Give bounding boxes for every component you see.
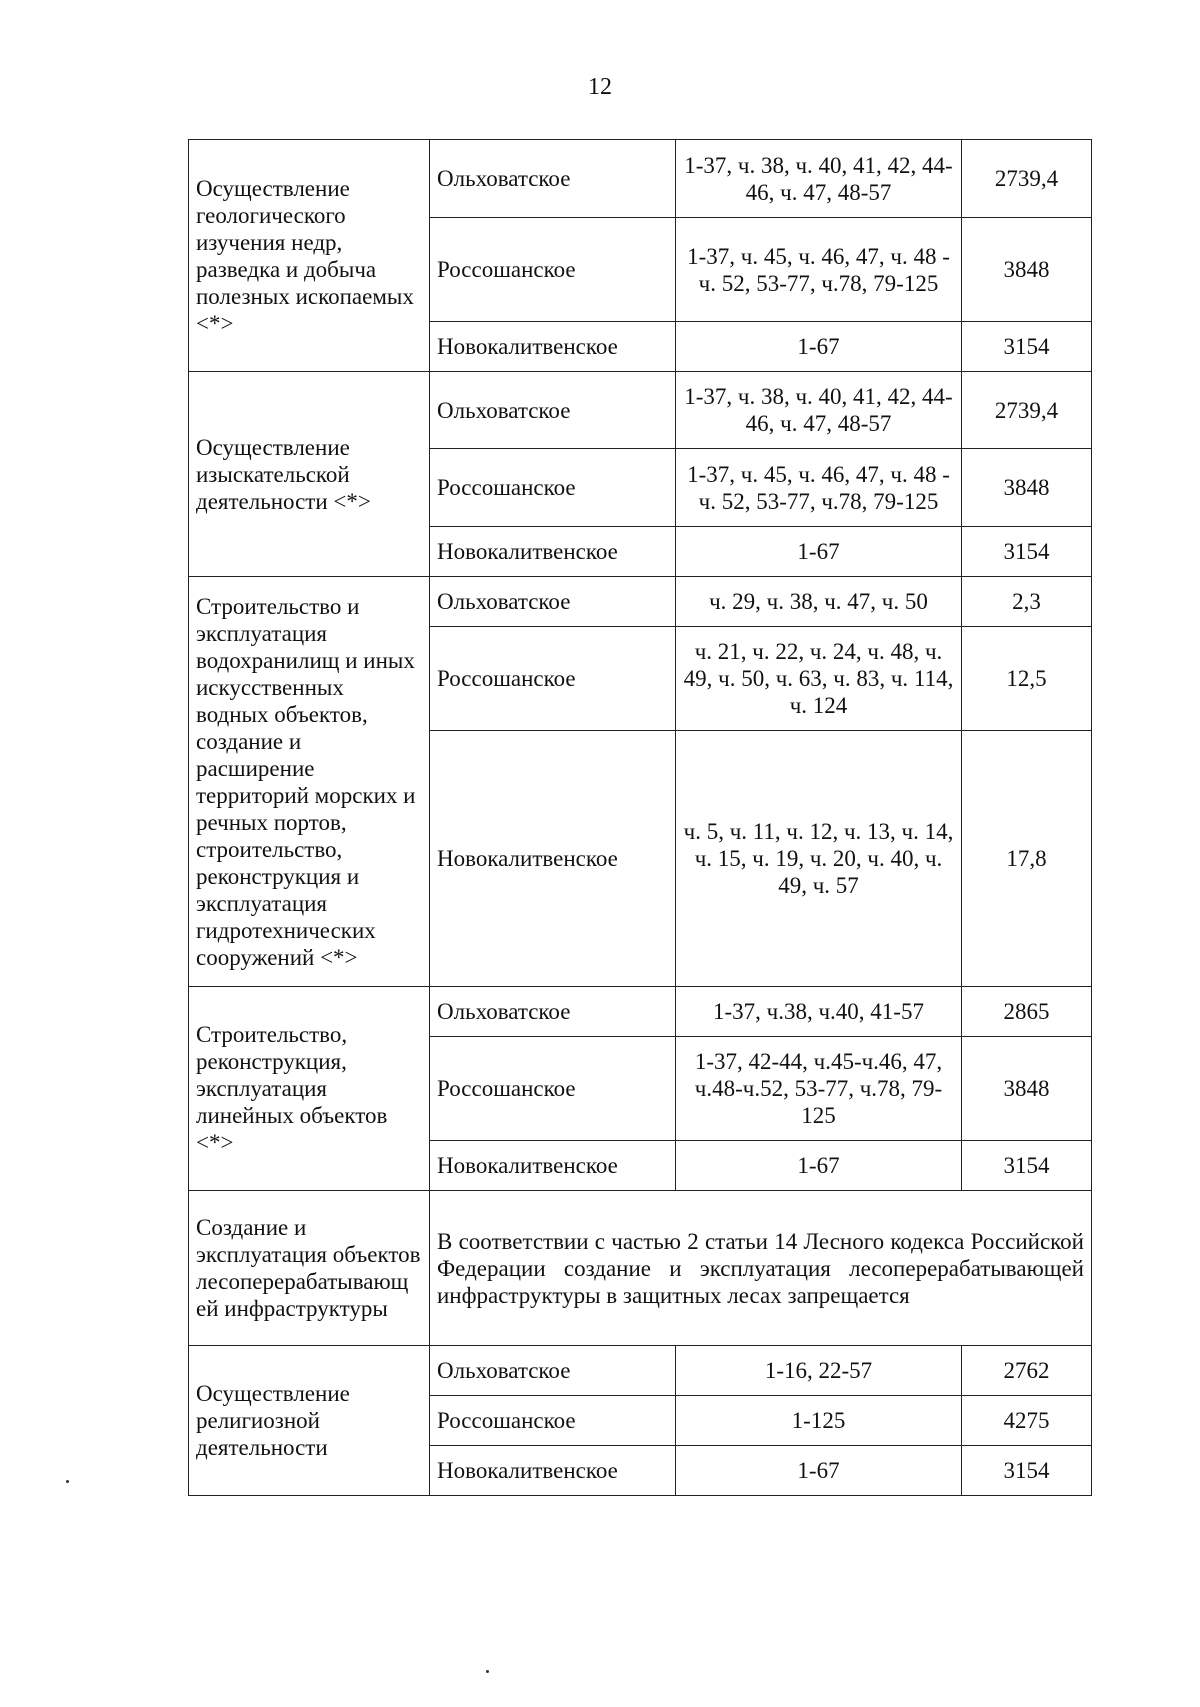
quarters-cell: 1-125 xyxy=(676,1396,962,1446)
quarters-cell: 1-37, ч.38, ч.40, 41-57 xyxy=(676,987,962,1037)
area-cell: 2739,4 xyxy=(962,140,1092,218)
area-cell: 12,5 xyxy=(962,627,1092,731)
area-cell: 2,3 xyxy=(962,577,1092,627)
area-cell: 3154 xyxy=(962,1446,1092,1496)
activity-cell: Осуществление религиозной деятельности xyxy=(189,1346,430,1496)
quarters-cell: 1-67 xyxy=(676,527,962,577)
area-cell: 3154 xyxy=(962,1141,1092,1191)
quarters-cell: 1-67 xyxy=(676,322,962,372)
table-row xyxy=(189,1346,1092,1396)
area-cell: 4275 xyxy=(962,1396,1092,1446)
area-cell: 3848 xyxy=(962,218,1092,322)
note-cell: В соответствии с частью 2 статьи 14 Лесного кодекса Российской Федерации создание и эксплуатация лесоперерабатывающей инфраструктуры в защитных лесах запрещается xyxy=(430,1191,1092,1346)
area-cell: 3848 xyxy=(962,449,1092,527)
land-use-table xyxy=(188,139,1092,1496)
quarters-cell: 1-37, ч. 38, ч. 40, 41, 42, 44-46, ч. 47, 48-57 xyxy=(676,140,962,218)
area-cell: 2762 xyxy=(962,1346,1092,1396)
table-row xyxy=(189,372,1092,449)
quarters-cell: 1-37, ч. 45, ч. 46, 47, ч. 48 - ч. 52, 53-77, ч.78, 79-125 xyxy=(676,218,962,322)
forestry-cell: Новокалитвенское xyxy=(430,527,676,577)
area-cell: 3848 xyxy=(962,1037,1092,1141)
activity-cell: Осуществление изыскательской деятельности <*> xyxy=(189,372,430,577)
area-cell: 3154 xyxy=(962,527,1092,577)
area-cell: 17,8 xyxy=(962,731,1092,987)
forestry-cell: Россошанское xyxy=(430,1396,676,1446)
forestry-cell: Россошанское xyxy=(430,218,676,322)
quarters-cell: ч. 5, ч. 11, ч. 12, ч. 13, ч. 14, ч. 15, ч. 19, ч. 20, ч. 40, ч. 49, ч. 57 xyxy=(676,731,962,987)
quarters-cell: ч. 21, ч. 22, ч. 24, ч. 48, ч. 49, ч. 50, ч. 63, ч. 83, ч. 114, ч. 124 xyxy=(676,627,962,731)
scan-speck xyxy=(486,1670,489,1673)
forestry-cell: Ольховатское xyxy=(430,140,676,218)
forestry-cell: Россошанское xyxy=(430,449,676,527)
quarters-cell: ч. 29, ч. 38, ч. 47, ч. 50 xyxy=(676,577,962,627)
forestry-cell: Россошанское xyxy=(430,1037,676,1141)
activity-cell: Строительство, реконструкция, эксплуатация линейных объектов <*> xyxy=(189,987,430,1191)
table-row xyxy=(189,987,1092,1037)
table-row xyxy=(189,140,1092,218)
forestry-cell: Новокалитвенское xyxy=(430,1141,676,1191)
activity-cell: Строительство и эксплуатация водохранилищ и иных искусственных водных объектов, создание и расширение территорий морских и речных портов, строительство, реконструкция и эксплуатация гидротехнических сооружений <*> xyxy=(189,577,430,987)
quarters-cell: 1-16, 22-57 xyxy=(676,1346,962,1396)
area-cell: 2739,4 xyxy=(962,372,1092,449)
quarters-cell: 1-67 xyxy=(676,1446,962,1496)
quarters-cell: 1-37, ч. 45, ч. 46, 47, ч. 48 - ч. 52, 53-77, ч.78, 79-125 xyxy=(676,449,962,527)
table-row xyxy=(189,1191,1092,1346)
scan-speck xyxy=(66,1480,69,1483)
area-cell: 3154 xyxy=(962,322,1092,372)
forestry-cell: Ольховатское xyxy=(430,1346,676,1396)
forestry-cell: Россошанское xyxy=(430,627,676,731)
page-number: 12 xyxy=(588,74,612,100)
forestry-cell: Ольховатское xyxy=(430,372,676,449)
forestry-cell: Новокалитвенское xyxy=(430,322,676,372)
quarters-cell: 1-67 xyxy=(676,1141,962,1191)
area-cell: 2865 xyxy=(962,987,1092,1037)
quarters-cell: 1-37, ч. 38, ч. 40, 41, 42, 44-46, ч. 47, 48-57 xyxy=(676,372,962,449)
activity-cell: Осуществление геологического изучения недр, разведка и добыча полезных ископаемых <*> xyxy=(189,140,430,372)
forestry-cell: Новокалитвенское xyxy=(430,1446,676,1496)
table-row xyxy=(189,577,1092,627)
forestry-cell: Новокалитвенское xyxy=(430,731,676,987)
forestry-cell: Ольховатское xyxy=(430,987,676,1037)
activity-cell: Создание и эксплуатация объектов лесоперерабатывающ ей инфраструктуры xyxy=(189,1191,430,1346)
forestry-cell: Ольховатское xyxy=(430,577,676,627)
quarters-cell: 1-37, 42-44, ч.45-ч.46, 47, ч.48-ч.52, 53-77, ч.78, 79-125 xyxy=(676,1037,962,1141)
